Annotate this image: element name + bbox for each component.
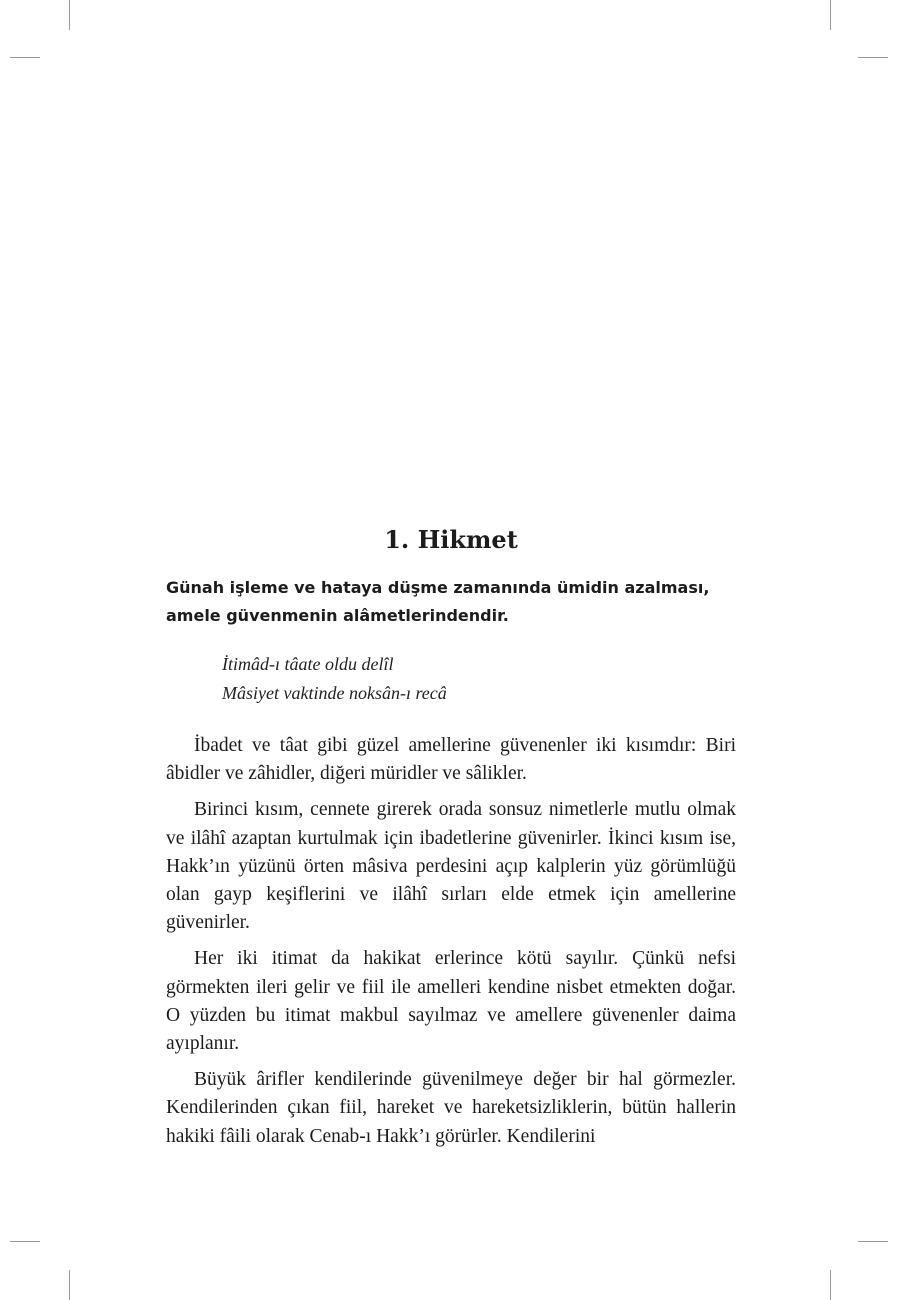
crop-mark-top-right xyxy=(830,0,831,30)
crop-mark-right-lower xyxy=(858,1241,888,1242)
chapter-lead-statement: Günah işleme ve hataya düşme zamanında ümidin azalması, amele güvenmenin alâmetlerindendir. xyxy=(166,578,710,625)
verse-line: İtimâd-ı tâate oldu delîl xyxy=(222,654,394,674)
chapter-title: 1. Hikmet xyxy=(384,525,518,554)
crop-mark-right-upper xyxy=(858,57,888,58)
page-body xyxy=(166,522,736,1159)
body-paragraph: Büyük ârifler kendilerinde güvenilmeye değer bir hal görmezler. Kendilerinden çıkan fiil, hareket ve hareketsizliklerin, bütün hallerin hakiki fâili olarak Cenab-ı Hakk’ı görürler. Kendilerini xyxy=(166,1069,736,1147)
body-paragraph: Birinci kısım, cennete girerek orada sonsuz nimetlerle mutlu olmak ve ilâhî azaptan kurtulmak için ibadetlerine güvenirler. İkinci kısım ise, Hakk’ın yüzünü örten mâsiva perdesini açıp kalplerin yüz görümlüğü olan gayp keşiflerini ve ilâhî sırları elde etmek için amellerine güvenirler. xyxy=(166,799,736,934)
crop-mark-left-upper xyxy=(10,57,40,58)
crop-mark-bottom-left xyxy=(69,1270,70,1300)
verse-block xyxy=(222,650,736,708)
crop-mark-top-left xyxy=(69,0,70,30)
crop-mark-bottom-right xyxy=(830,1270,831,1300)
verse-line: Mâsiyet vaktinde noksân-ı recâ xyxy=(222,683,447,703)
body-paragraph: İbadet ve tâat gibi güzel amellerine güvenenler iki kısımdır: Biri âbidler ve zâhidler, diğeri müridler ve sâlikler. xyxy=(166,735,736,785)
body-paragraph: Her iki itimat da hakikat erlerince kötü sayılır. Çünkü nefsi görmekten ileri gelir ve fiil ile amelleri kendine nisbet etmekten doğar. O yüzden bu itimat makbul sayılmaz ve amellere güvenenler daima ayıplanır. xyxy=(166,948,736,1055)
crop-mark-left-lower xyxy=(10,1241,40,1242)
